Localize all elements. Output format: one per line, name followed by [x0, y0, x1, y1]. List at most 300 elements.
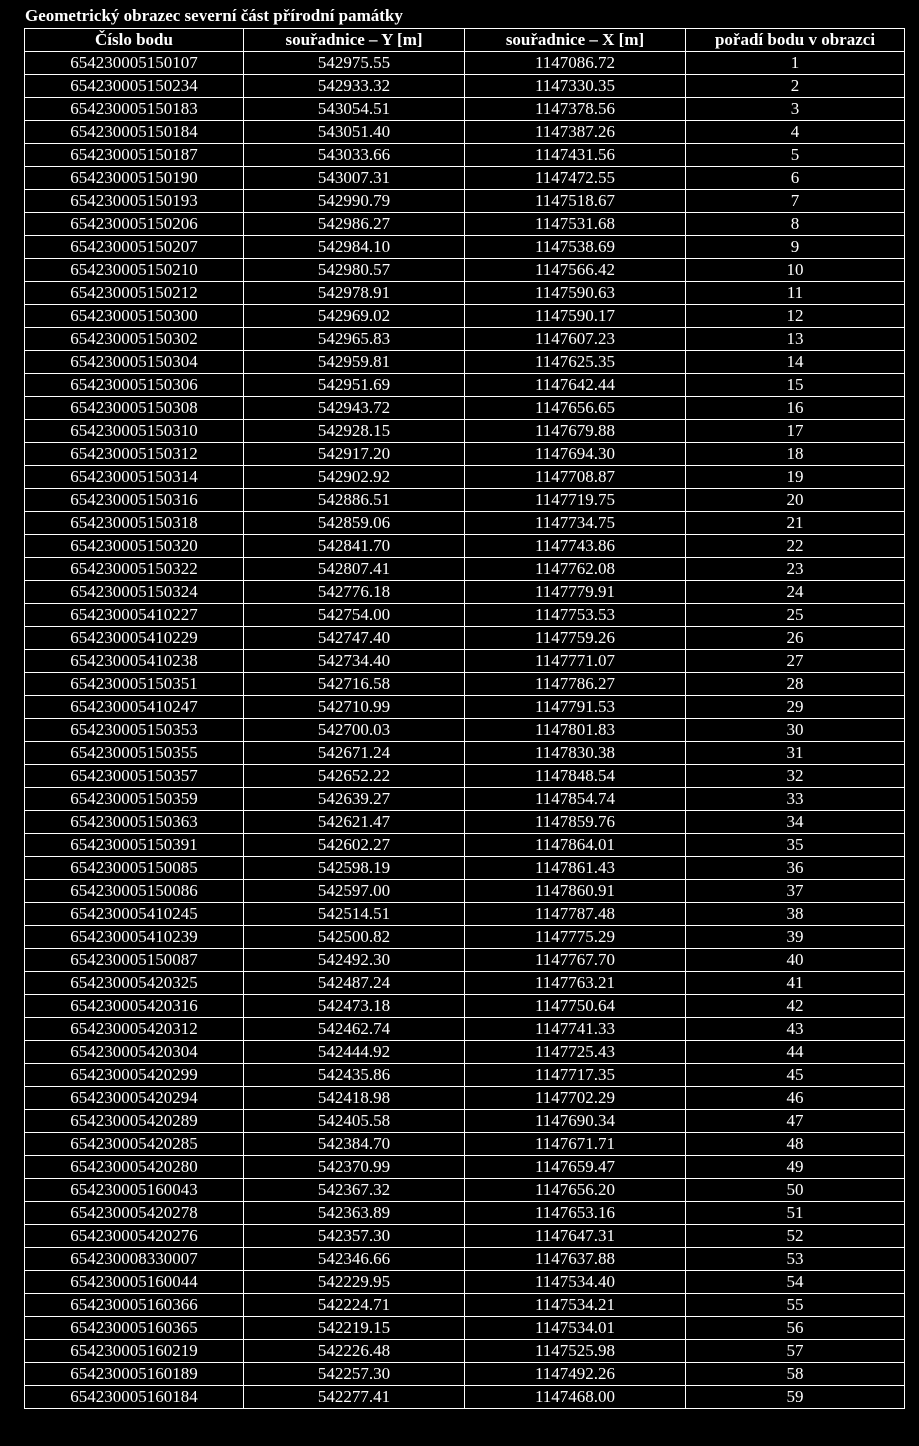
cell-coordinate-x: 1147642.44	[465, 374, 686, 397]
cell-coordinate-x: 1147534.40	[465, 1271, 686, 1294]
cell-coordinate-x: 1147531.68	[465, 213, 686, 236]
cell-coordinate-y: 542277.41	[244, 1386, 465, 1409]
table-row	[25, 443, 905, 466]
cell-point-order: 20	[686, 489, 905, 512]
table-row	[25, 650, 905, 673]
cell-coordinate-x: 1147848.54	[465, 765, 686, 788]
cell-point-number: 654230005150302	[25, 328, 244, 351]
table-row	[25, 880, 905, 903]
table-row	[25, 1225, 905, 1248]
cell-coordinate-y: 542473.18	[244, 995, 465, 1018]
cell-coordinate-y: 542257.30	[244, 1363, 465, 1386]
table-row	[25, 75, 905, 98]
cell-point-order: 10	[686, 259, 905, 282]
table-row	[25, 305, 905, 328]
cell-point-number: 654230005150184	[25, 121, 244, 144]
table-row	[25, 282, 905, 305]
cell-coordinate-x: 1147653.16	[465, 1202, 686, 1225]
cell-coordinate-y: 542807.41	[244, 558, 465, 581]
header-coordinate-x: souřadnice – X [m]	[465, 29, 686, 52]
table-row	[25, 972, 905, 995]
cell-coordinate-x: 1147525.98	[465, 1340, 686, 1363]
cell-coordinate-x: 1147671.71	[465, 1133, 686, 1156]
cell-point-order: 39	[686, 926, 905, 949]
cell-point-number: 654230005420316	[25, 995, 244, 1018]
cell-coordinate-y: 542487.24	[244, 972, 465, 995]
cell-point-number: 654230005150085	[25, 857, 244, 880]
table-row	[25, 397, 905, 420]
cell-point-number: 654230005150308	[25, 397, 244, 420]
cell-coordinate-x: 1147786.27	[465, 673, 686, 696]
table-row	[25, 351, 905, 374]
cell-point-order: 19	[686, 466, 905, 489]
cell-coordinate-x: 1147779.91	[465, 581, 686, 604]
cell-coordinate-y: 543054.51	[244, 98, 465, 121]
cell-coordinate-y: 542384.70	[244, 1133, 465, 1156]
cell-point-order: 53	[686, 1248, 905, 1271]
cell-coordinate-y: 543033.66	[244, 144, 465, 167]
cell-point-order: 38	[686, 903, 905, 926]
cell-coordinate-y: 542986.27	[244, 213, 465, 236]
cell-coordinate-y: 542734.40	[244, 650, 465, 673]
cell-coordinate-y: 542598.19	[244, 857, 465, 880]
cell-coordinate-y: 542859.06	[244, 512, 465, 535]
cell-point-number: 654230005150107	[25, 52, 244, 75]
table-row	[25, 420, 905, 443]
cell-coordinate-x: 1147387.26	[465, 121, 686, 144]
header-point-order: pořadí bodu v obrazci	[686, 29, 905, 52]
cell-point-order: 21	[686, 512, 905, 535]
cell-coordinate-x: 1147861.43	[465, 857, 686, 880]
cell-coordinate-x: 1147690.34	[465, 1110, 686, 1133]
cell-coordinate-x: 1147431.56	[465, 144, 686, 167]
cell-coordinate-x: 1147656.65	[465, 397, 686, 420]
cell-coordinate-y: 542776.18	[244, 581, 465, 604]
cell-point-number: 654230005420299	[25, 1064, 244, 1087]
cell-point-order: 48	[686, 1133, 905, 1156]
cell-coordinate-y: 542959.81	[244, 351, 465, 374]
cell-point-number: 654230005420294	[25, 1087, 244, 1110]
table-row	[25, 121, 905, 144]
cell-coordinate-x: 1147702.29	[465, 1087, 686, 1110]
cell-point-number: 654230005150234	[25, 75, 244, 98]
table-row	[25, 1202, 905, 1225]
table-row	[25, 696, 905, 719]
cell-coordinate-y: 542984.10	[244, 236, 465, 259]
cell-coordinate-y: 542978.91	[244, 282, 465, 305]
cell-point-order: 31	[686, 742, 905, 765]
cell-point-order: 58	[686, 1363, 905, 1386]
cell-point-number: 654230005150310	[25, 420, 244, 443]
cell-point-order: 4	[686, 121, 905, 144]
table-row	[25, 466, 905, 489]
cell-point-order: 3	[686, 98, 905, 121]
cell-point-number: 654230005420285	[25, 1133, 244, 1156]
cell-point-order: 46	[686, 1087, 905, 1110]
cell-point-number: 654230005150193	[25, 190, 244, 213]
cell-coordinate-x: 1147590.17	[465, 305, 686, 328]
cell-coordinate-x: 1147086.72	[465, 52, 686, 75]
cell-coordinate-x: 1147330.35	[465, 75, 686, 98]
header-point-number: Číslo bodu	[25, 29, 244, 52]
cell-point-order: 40	[686, 949, 905, 972]
cell-point-order: 45	[686, 1064, 905, 1087]
cell-point-order: 23	[686, 558, 905, 581]
table-row	[25, 489, 905, 512]
cell-point-order: 11	[686, 282, 905, 305]
cell-point-order: 13	[686, 328, 905, 351]
cell-point-number: 654230005410227	[25, 604, 244, 627]
cell-coordinate-x: 1147763.21	[465, 972, 686, 995]
cell-point-order: 16	[686, 397, 905, 420]
cell-coordinate-y: 542500.82	[244, 926, 465, 949]
table-row	[25, 558, 905, 581]
cell-coordinate-y: 542943.72	[244, 397, 465, 420]
cell-point-number: 654230005160044	[25, 1271, 244, 1294]
cell-coordinate-x: 1147717.35	[465, 1064, 686, 1087]
cell-point-number: 654230005160365	[25, 1317, 244, 1340]
table-row	[25, 788, 905, 811]
cell-point-order: 15	[686, 374, 905, 397]
cell-coordinate-x: 1147719.75	[465, 489, 686, 512]
table-row	[25, 1271, 905, 1294]
cell-coordinate-y: 542928.15	[244, 420, 465, 443]
cell-point-order: 5	[686, 144, 905, 167]
cell-coordinate-y: 542969.02	[244, 305, 465, 328]
table-row	[25, 1317, 905, 1340]
table-row	[25, 742, 905, 765]
cell-point-number: 654230005150355	[25, 742, 244, 765]
cell-point-order: 51	[686, 1202, 905, 1225]
cell-coordinate-x: 1147775.29	[465, 926, 686, 949]
cell-coordinate-y: 542405.58	[244, 1110, 465, 1133]
cell-point-order: 42	[686, 995, 905, 1018]
cell-coordinate-y: 542990.79	[244, 190, 465, 213]
cell-coordinate-x: 1147759.26	[465, 627, 686, 650]
table-row	[25, 1156, 905, 1179]
cell-point-order: 47	[686, 1110, 905, 1133]
cell-coordinate-y: 542951.69	[244, 374, 465, 397]
table-row	[25, 604, 905, 627]
cell-coordinate-x: 1147656.20	[465, 1179, 686, 1202]
table-row	[25, 535, 905, 558]
cell-point-number: 654230005420280	[25, 1156, 244, 1179]
cell-point-number: 654230005150183	[25, 98, 244, 121]
cell-point-number: 654230005420312	[25, 1018, 244, 1041]
table-row	[25, 673, 905, 696]
cell-point-number: 654230005150357	[25, 765, 244, 788]
cell-point-number: 654230005410245	[25, 903, 244, 926]
cell-coordinate-x: 1147725.43	[465, 1041, 686, 1064]
cell-coordinate-x: 1147566.42	[465, 259, 686, 282]
table-row	[25, 1064, 905, 1087]
cell-coordinate-y: 542357.30	[244, 1225, 465, 1248]
cell-point-order: 37	[686, 880, 905, 903]
cell-coordinate-x: 1147859.76	[465, 811, 686, 834]
cell-coordinate-y: 542492.30	[244, 949, 465, 972]
table-row	[25, 1041, 905, 1064]
cell-point-order: 41	[686, 972, 905, 995]
cell-point-order: 14	[686, 351, 905, 374]
cell-point-order: 44	[686, 1041, 905, 1064]
cell-point-number: 654230005150206	[25, 213, 244, 236]
table-row	[25, 98, 905, 121]
cell-point-number: 654230005410247	[25, 696, 244, 719]
cell-coordinate-y: 542621.47	[244, 811, 465, 834]
cell-coordinate-y: 542224.71	[244, 1294, 465, 1317]
cell-coordinate-x: 1147468.00	[465, 1386, 686, 1409]
table-row	[25, 811, 905, 834]
cell-point-number: 654230005160184	[25, 1386, 244, 1409]
table-row	[25, 719, 905, 742]
cell-point-order: 1	[686, 52, 905, 75]
cell-coordinate-x: 1147378.56	[465, 98, 686, 121]
cell-point-order: 2	[686, 75, 905, 98]
cell-point-number: 654230005150391	[25, 834, 244, 857]
cell-coordinate-x: 1147830.38	[465, 742, 686, 765]
cell-coordinate-x: 1147518.67	[465, 190, 686, 213]
cell-coordinate-x: 1147854.74	[465, 788, 686, 811]
header-coordinate-y: souřadnice – Y [m]	[244, 29, 465, 52]
cell-point-order: 7	[686, 190, 905, 213]
cell-coordinate-x: 1147762.08	[465, 558, 686, 581]
cell-point-number: 654230005150324	[25, 581, 244, 604]
cell-point-number: 654230005150087	[25, 949, 244, 972]
cell-point-order: 29	[686, 696, 905, 719]
cell-coordinate-y: 542602.27	[244, 834, 465, 857]
cell-point-order: 12	[686, 305, 905, 328]
cell-point-number: 654230005160366	[25, 1294, 244, 1317]
cell-coordinate-x: 1147694.30	[465, 443, 686, 466]
cell-point-number: 654230005410239	[25, 926, 244, 949]
cell-coordinate-x: 1147741.33	[465, 1018, 686, 1041]
cell-coordinate-x: 1147767.70	[465, 949, 686, 972]
cell-point-number: 654230005150359	[25, 788, 244, 811]
table-row	[25, 374, 905, 397]
cell-point-number: 654230005420278	[25, 1202, 244, 1225]
cell-point-order: 34	[686, 811, 905, 834]
cell-coordinate-y: 542716.58	[244, 673, 465, 696]
cell-coordinate-x: 1147625.35	[465, 351, 686, 374]
cell-point-number: 654230005420276	[25, 1225, 244, 1248]
cell-point-number: 654230005150312	[25, 443, 244, 466]
cell-coordinate-x: 1147753.53	[465, 604, 686, 627]
cell-point-number: 654230005150318	[25, 512, 244, 535]
cell-coordinate-y: 542671.24	[244, 742, 465, 765]
cell-coordinate-y: 542363.89	[244, 1202, 465, 1225]
cell-coordinate-y: 542841.70	[244, 535, 465, 558]
cell-point-order: 17	[686, 420, 905, 443]
cell-point-order: 56	[686, 1317, 905, 1340]
cell-point-order: 36	[686, 857, 905, 880]
cell-coordinate-x: 1147679.88	[465, 420, 686, 443]
table-row	[25, 903, 905, 926]
table-row	[25, 1294, 905, 1317]
cell-point-number: 654230005150353	[25, 719, 244, 742]
cell-point-number: 654230005150187	[25, 144, 244, 167]
cell-point-order: 50	[686, 1179, 905, 1202]
cell-coordinate-y: 542597.00	[244, 880, 465, 903]
cell-coordinate-x: 1147801.83	[465, 719, 686, 742]
table-row	[25, 857, 905, 880]
cell-coordinate-y: 542700.03	[244, 719, 465, 742]
cell-coordinate-y: 542652.22	[244, 765, 465, 788]
table-row	[25, 1248, 905, 1271]
table-row	[25, 1363, 905, 1386]
cell-coordinate-y: 542462.74	[244, 1018, 465, 1041]
cell-point-number: 654230005150351	[25, 673, 244, 696]
cell-point-number: 654230005150300	[25, 305, 244, 328]
table-row	[25, 1179, 905, 1202]
cell-coordinate-x: 1147637.88	[465, 1248, 686, 1271]
table-row	[25, 236, 905, 259]
table-row	[25, 627, 905, 650]
cell-coordinate-x: 1147734.75	[465, 512, 686, 535]
cell-coordinate-x: 1147791.53	[465, 696, 686, 719]
cell-coordinate-y: 542226.48	[244, 1340, 465, 1363]
cell-coordinate-x: 1147787.48	[465, 903, 686, 926]
cell-coordinate-x: 1147647.31	[465, 1225, 686, 1248]
cell-coordinate-y: 542710.99	[244, 696, 465, 719]
coordinates-table	[24, 28, 905, 1409]
cell-coordinate-x: 1147534.01	[465, 1317, 686, 1340]
cell-point-order: 30	[686, 719, 905, 742]
cell-coordinate-x: 1147750.64	[465, 995, 686, 1018]
table-row	[25, 259, 905, 282]
cell-point-number: 654230005150190	[25, 167, 244, 190]
cell-coordinate-x: 1147538.69	[465, 236, 686, 259]
cell-coordinate-y: 542975.55	[244, 52, 465, 75]
cell-point-number: 654230005150314	[25, 466, 244, 489]
cell-coordinate-y: 542980.57	[244, 259, 465, 282]
cell-point-number: 654230005150322	[25, 558, 244, 581]
table-row	[25, 1133, 905, 1156]
cell-coordinate-x: 1147708.87	[465, 466, 686, 489]
table-row	[25, 328, 905, 351]
cell-point-order: 6	[686, 167, 905, 190]
cell-point-number: 654230005150207	[25, 236, 244, 259]
table-row	[25, 1110, 905, 1133]
cell-coordinate-y: 542514.51	[244, 903, 465, 926]
table-row	[25, 1018, 905, 1041]
table-row	[25, 213, 905, 236]
cell-point-order: 43	[686, 1018, 905, 1041]
cell-point-order: 33	[686, 788, 905, 811]
cell-coordinate-x: 1147534.21	[465, 1294, 686, 1317]
cell-coordinate-x: 1147607.23	[465, 328, 686, 351]
cell-point-order: 57	[686, 1340, 905, 1363]
cell-point-order: 8	[686, 213, 905, 236]
cell-point-number: 654230005420289	[25, 1110, 244, 1133]
cell-point-number: 654230005420325	[25, 972, 244, 995]
cell-point-order: 9	[686, 236, 905, 259]
table-row	[25, 765, 905, 788]
table-row	[25, 949, 905, 972]
cell-coordinate-x: 1147590.63	[465, 282, 686, 305]
cell-coordinate-x: 1147659.47	[465, 1156, 686, 1179]
cell-coordinate-y: 542902.92	[244, 466, 465, 489]
table-row	[25, 167, 905, 190]
table-row	[25, 144, 905, 167]
cell-coordinate-x: 1147860.91	[465, 880, 686, 903]
cell-point-number: 654230005150212	[25, 282, 244, 305]
table-row	[25, 995, 905, 1018]
cell-point-number: 654230005150304	[25, 351, 244, 374]
cell-point-order: 52	[686, 1225, 905, 1248]
cell-point-order: 28	[686, 673, 905, 696]
document-title: Geometrický obrazec severní část přírodní památky	[25, 6, 403, 25]
cell-coordinate-y: 543051.40	[244, 121, 465, 144]
cell-point-order: 35	[686, 834, 905, 857]
table-row	[25, 926, 905, 949]
cell-point-order: 26	[686, 627, 905, 650]
cell-coordinate-y: 542754.00	[244, 604, 465, 627]
cell-point-number: 654230005160043	[25, 1179, 244, 1202]
cell-coordinate-y: 542933.32	[244, 75, 465, 98]
cell-coordinate-y: 542219.15	[244, 1317, 465, 1340]
table-body	[25, 52, 905, 1409]
cell-point-number: 654230005150086	[25, 880, 244, 903]
cell-point-number: 654230005420304	[25, 1041, 244, 1064]
cell-coordinate-y: 542435.86	[244, 1064, 465, 1087]
cell-point-number: 654230005150306	[25, 374, 244, 397]
cell-point-number: 654230005150363	[25, 811, 244, 834]
cell-point-order: 54	[686, 1271, 905, 1294]
cell-point-order: 25	[686, 604, 905, 627]
table-row	[25, 52, 905, 75]
cell-point-number: 654230005150320	[25, 535, 244, 558]
cell-coordinate-x: 1147771.07	[465, 650, 686, 673]
cell-point-order: 27	[686, 650, 905, 673]
cell-point-number: 654230005160219	[25, 1340, 244, 1363]
cell-coordinate-y: 542367.32	[244, 1179, 465, 1202]
cell-point-order: 32	[686, 765, 905, 788]
cell-point-number: 654230008330007	[25, 1248, 244, 1271]
cell-point-order: 49	[686, 1156, 905, 1179]
cell-point-order: 55	[686, 1294, 905, 1317]
cell-coordinate-y: 542917.20	[244, 443, 465, 466]
table-row	[25, 581, 905, 604]
table-row	[25, 834, 905, 857]
table-row	[25, 1386, 905, 1409]
cell-coordinate-x: 1147743.86	[465, 535, 686, 558]
cell-point-order: 18	[686, 443, 905, 466]
cell-point-number: 654230005150316	[25, 489, 244, 512]
cell-point-number: 654230005410229	[25, 627, 244, 650]
table-row	[25, 1087, 905, 1110]
table-row	[25, 190, 905, 213]
cell-point-number: 654230005160189	[25, 1363, 244, 1386]
cell-point-number: 654230005410238	[25, 650, 244, 673]
cell-coordinate-y: 542639.27	[244, 788, 465, 811]
cell-coordinate-y: 542370.99	[244, 1156, 465, 1179]
cell-coordinate-y: 542886.51	[244, 489, 465, 512]
cell-coordinate-x: 1147492.26	[465, 1363, 686, 1386]
cell-coordinate-y: 543007.31	[244, 167, 465, 190]
table-header-row	[25, 29, 905, 52]
cell-coordinate-y: 542418.98	[244, 1087, 465, 1110]
cell-point-order: 22	[686, 535, 905, 558]
cell-coordinate-x: 1147864.01	[465, 834, 686, 857]
table-row	[25, 1340, 905, 1363]
table-row	[25, 512, 905, 535]
cell-coordinate-x: 1147472.55	[465, 167, 686, 190]
cell-point-number: 654230005150210	[25, 259, 244, 282]
cell-point-order: 59	[686, 1386, 905, 1409]
cell-point-order: 24	[686, 581, 905, 604]
cell-coordinate-y: 542444.92	[244, 1041, 465, 1064]
cell-coordinate-y: 542965.83	[244, 328, 465, 351]
